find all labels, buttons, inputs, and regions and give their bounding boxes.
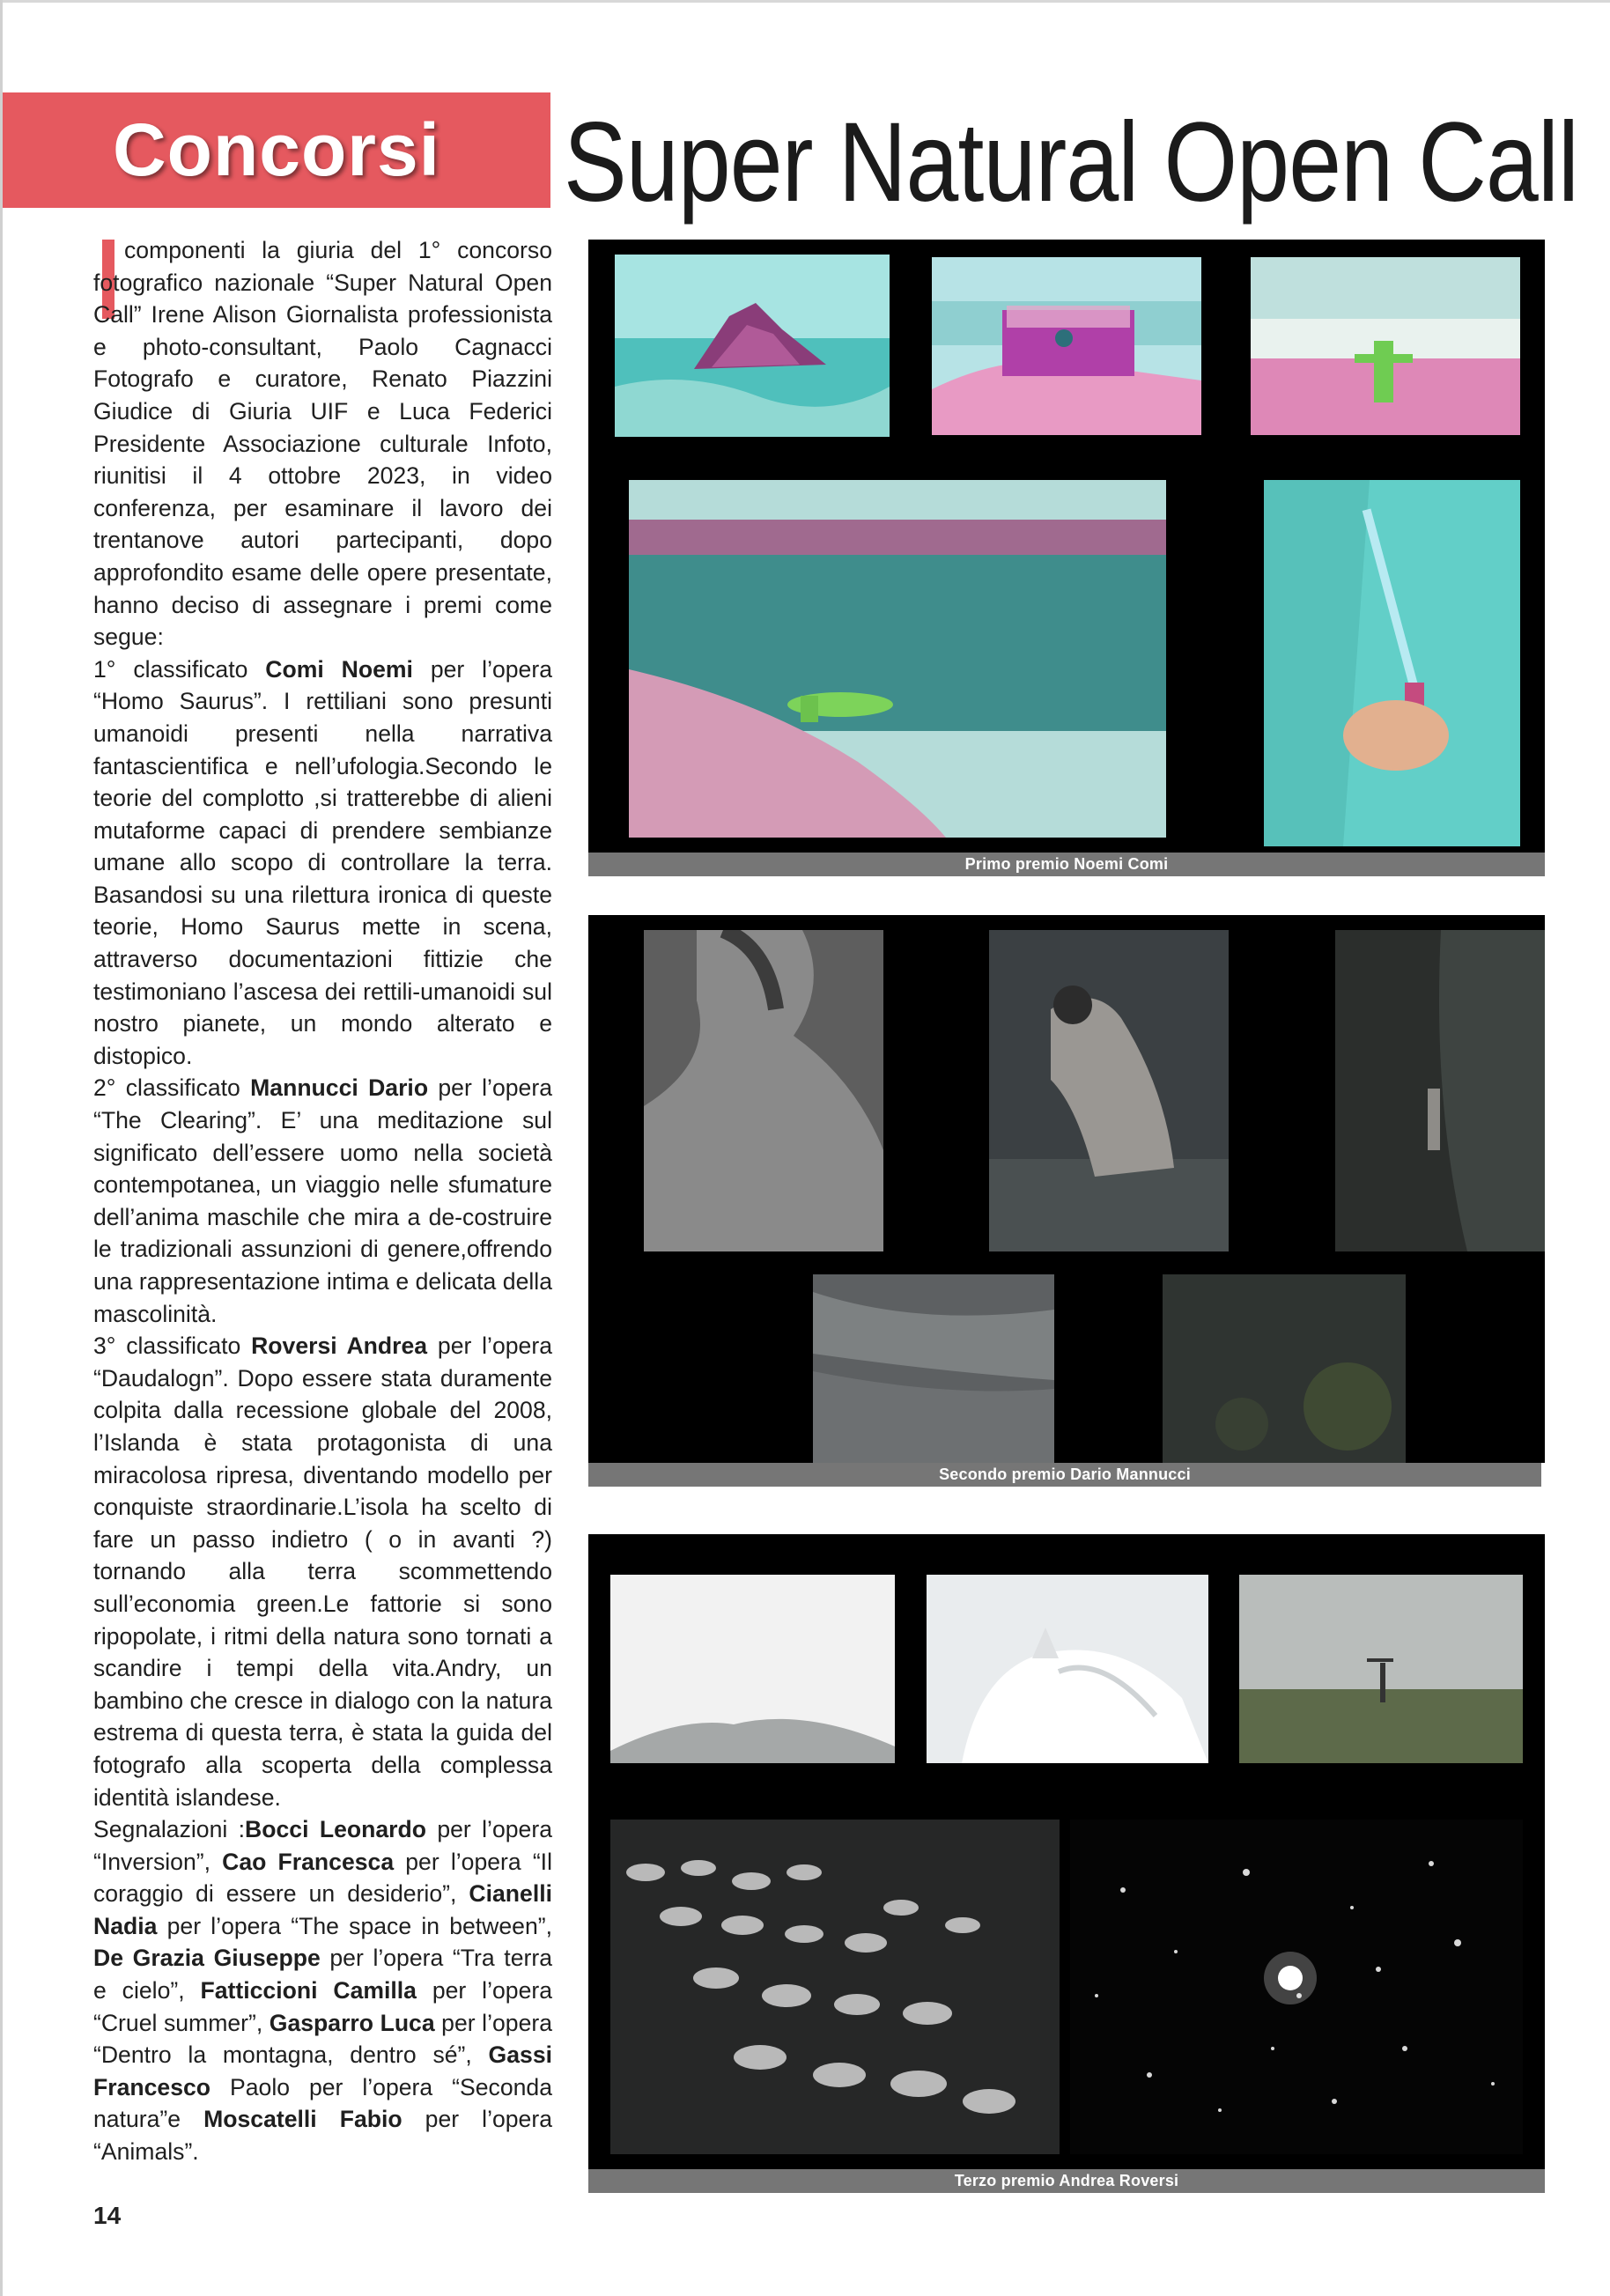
second-prize-author: Mannucci Dario [250, 1074, 439, 1102]
article-body [93, 234, 552, 2168]
left-rule [0, 0, 3, 2296]
article-intro: componenti la giuria del 1° concorso fotografico nazionale “Super Natural Open Call” Irene Alison Giornalista professionista e photo-consultant, Paolo Cagnacci Fotografo e curatore, Renato Piazzini Giudice di Giuria UIF e Luca Federici Presidente Associazione culturale Infoto, riunitisi il 4 ottobre 2023, in video conferenza, per esaminare il lavoro dei trentanove autori partecipanti, dopo approfondito esame delle opere presentate, hanno deciso di assegnare i premi come segue: [93, 237, 552, 651]
mention-author: Gasparro Luca [269, 2009, 435, 2036]
page-title: Super Natural Open Call [564, 100, 1579, 225]
mention-author: Fatticcioni Camilla [200, 1977, 417, 2004]
mention-author: Cianelli Nadia [93, 1880, 552, 1939]
photo-pink-cliff [932, 257, 1201, 435]
mention-author: De Grazia Giuseppe [93, 1945, 321, 1972]
photo-sheep-herd [610, 1820, 1060, 2154]
photo-field-figure [1239, 1575, 1523, 1763]
first-prize-panel [588, 240, 1545, 853]
first-prize-author: Comi Noemi [265, 655, 431, 683]
photo-dark-foliage [1163, 1274, 1406, 1463]
photo-white-horse [927, 1575, 1208, 1763]
section-label: Concorsi [112, 108, 441, 191]
photo-crocodile-lake [629, 480, 1166, 838]
photo-snowy-hill [610, 1575, 895, 1763]
first-prize-paragraph: 1° classificato Comi Noemi per l’opera “Homo Saurus”. I rettiliani sono presunti umanoidi presenti nella narrativa fantascientifica e nell’ufologia.Secondo le teorie del complotto ,si tratterebbe di alieni mutaforme capaci di prendere sembianze umane allo scopo di controllare la terra. Basandosi su una rilettura ironica di queste teorie, Homo Saurus mette in scena, attraverso documentazioni fittizie che testimoniano l’ascesa dei rettili-umanoidi sul nostro pianete, un mondo alterato e distopico. [93, 655, 552, 1069]
photo-falling-snow-light [1070, 1820, 1523, 2154]
photo-figure-forest [1335, 930, 1545, 1251]
third-prize-panel [588, 1534, 1545, 2169]
photo-rock-sea [615, 255, 890, 437]
photo-test-tube-hand [1264, 480, 1520, 846]
second-prize-paragraph: 2° classificato Mannucci Dario per l’opera “The Clearing”. E’ una meditazione sul significato dell’essere uomo nella società contempotanea, un viaggio nelle sfumature dell’anima maschile che mira a de-costruire le tradizionali assunzioni di genere,offrendo una rappresentazione intima e delicata della mascolinità. [93, 1074, 552, 1327]
third-prize-author: Roversi Andrea [251, 1333, 438, 1360]
second-prize-panel [588, 915, 1545, 1463]
photo-skin-fold [813, 1274, 1054, 1463]
mention-author: Bocci Leonardo [245, 1816, 426, 1843]
page-number: 14 [93, 2202, 122, 2229]
top-rule [0, 0, 1610, 3]
caption-second-prize: Secondo premio Dario Mannucci [588, 1463, 1541, 1487]
photo-green-figure-beach [1251, 257, 1520, 435]
photo-nude-back [989, 930, 1229, 1251]
section-banner [3, 92, 550, 208]
photo-face-shoulder [644, 930, 883, 1251]
third-prize-paragraph: 3° classificato Roversi Andrea per l’opera “Daudalogn”. Dopo essere stata duramente colpita dalla recessione globale del 2008, l’Islanda è stata protagonista di una miracolosa ripresa, diventando modello per conquiste straordinarie.L’isola ha scelto di fare un passo indietro ( o in avanti ?) tornando alla terra scommettendo sull’economia green.Le fattorie si sono ripopolate, i ritmi della natura sono tornati a scandire i tempi della vita.Andry, un bambino che cresce in dialogo con la natura estrema di questa terra, è stata la guida del fotografo alla scoperta della complessa identità islandese. [93, 1333, 552, 1811]
caption-third-prize: Terzo premio Andrea Roversi [588, 2169, 1545, 2193]
mention-author: Moscatelli Fabio [203, 2106, 402, 2133]
mention-author: Cao Francesca [222, 1848, 395, 1875]
caption-first-prize: Primo premio Noemi Comi [588, 853, 1545, 876]
mentions-paragraph: Segnalazioni :Bocci Leonardo per l’opera “Inversion”, Cao Francesca per l’opera “Il coraggio di essere un desiderio”, Cianelli Nadia per l’opera “The space in between”, De Grazia Giuseppe per l’opera “Tra terra e cielo”, Fatticcioni Camilla per l’opera “Cruel summer”, Gasparro Luca per l’opera “Dentro la montagna, dentro sé”, Gassi Francesco Paolo per l’opera “Seconda natura”e Moscatelli Fabio per l’opera “Animals”. [93, 1816, 553, 2166]
mention-author: Gassi Francesco [93, 2041, 552, 2100]
